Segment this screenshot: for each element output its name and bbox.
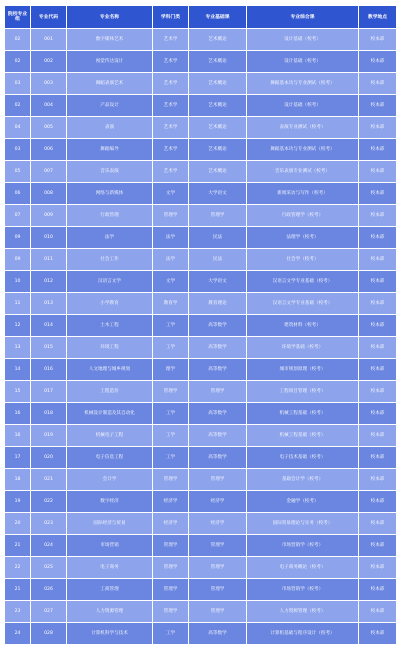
- cell-major-name: 舞蹈编导: [67, 139, 153, 161]
- table-row: [5, 161, 397, 183]
- cell-group-code: 10: [5, 271, 31, 293]
- cell-location: 校本部: [359, 183, 397, 205]
- cell-discipline: 经济学: [153, 513, 189, 535]
- cell-comprehensive-course: 机械工程基础（校考）: [247, 403, 359, 425]
- cell-location: 校本部: [359, 29, 397, 51]
- cell-group-code: 21: [5, 579, 31, 601]
- header-basic-course: 专业基础课: [189, 6, 247, 29]
- cell-group-code: 06: [5, 183, 31, 205]
- cell-comprehensive-course: 新闻采访与写作（校考）: [247, 183, 359, 205]
- cell-basic-course: 艺术概论: [189, 73, 247, 95]
- cell-major-name: 舞蹈表演艺术: [67, 73, 153, 95]
- cell-location: 校本部: [359, 337, 397, 359]
- cell-comprehensive-course: 工程项目管理（校考）: [247, 381, 359, 403]
- cell-discipline: 管理学: [153, 557, 189, 579]
- table-row: [5, 227, 397, 249]
- cell-group-code: 02: [5, 51, 31, 73]
- header-discipline: 学科门类: [153, 6, 189, 29]
- cell-comprehensive-course: 环境学基础（校考）: [247, 337, 359, 359]
- cell-major-code: 024: [31, 535, 67, 557]
- cell-major-code: 019: [31, 425, 67, 447]
- cell-major-name: 小学教育: [67, 293, 153, 315]
- cell-major-code: 026: [31, 579, 67, 601]
- cell-discipline: 管理学: [153, 469, 189, 491]
- cell-group-code: 14: [5, 359, 31, 381]
- cell-location: 校本部: [359, 535, 397, 557]
- cell-discipline: 艺术学: [153, 161, 189, 183]
- cell-group-code: 11: [5, 293, 31, 315]
- cell-major-code: 011: [31, 249, 67, 271]
- cell-group-code: 12: [5, 315, 31, 337]
- table-row: [5, 139, 397, 161]
- table-row: [5, 535, 397, 557]
- cell-comprehensive-course: 舞蹈基本功与专业测试（校考）: [247, 139, 359, 161]
- cell-basic-course: 管理学: [189, 381, 247, 403]
- cell-major-name: 机械电子工程: [67, 425, 153, 447]
- table-row: [5, 29, 397, 51]
- cell-major-name: 表演: [67, 117, 153, 139]
- cell-basic-course: 高等数学: [189, 425, 247, 447]
- cell-group-code: 17: [5, 447, 31, 469]
- cell-location: 校本部: [359, 139, 397, 161]
- cell-major-name: 数字经济: [67, 491, 153, 513]
- table-row: [5, 249, 397, 271]
- cell-comprehensive-course: 电子商务概论（校考）: [247, 557, 359, 579]
- table-row: [5, 425, 397, 447]
- cell-group-code: 02: [5, 29, 31, 51]
- cell-group-code: 13: [5, 337, 31, 359]
- cell-basic-course: 管理学: [189, 557, 247, 579]
- cell-basic-course: 大学语文: [189, 271, 247, 293]
- cell-major-name: 会计学: [67, 469, 153, 491]
- cell-major-name: 国际经济与贸易: [67, 513, 153, 535]
- table-row: [5, 623, 397, 645]
- cell-comprehensive-course: 设计基础（校考）: [247, 51, 359, 73]
- cell-basic-course: 管理学: [189, 579, 247, 601]
- cell-basic-course: 管理学: [189, 469, 247, 491]
- cell-discipline: 艺术学: [153, 51, 189, 73]
- cell-discipline: 艺术学: [153, 95, 189, 117]
- cell-location: 校本部: [359, 315, 397, 337]
- cell-group-code: 24: [5, 623, 31, 645]
- cell-major-code: 003: [31, 73, 67, 95]
- cell-location: 校本部: [359, 403, 397, 425]
- cell-major-code: 001: [31, 29, 67, 51]
- table-row: [5, 117, 397, 139]
- cell-major-code: 012: [31, 271, 67, 293]
- cell-major-code: 013: [31, 293, 67, 315]
- major-table: [4, 5, 397, 645]
- cell-basic-course: 艺术概论: [189, 51, 247, 73]
- header-location: 教学地点: [359, 6, 397, 29]
- cell-major-code: 002: [31, 51, 67, 73]
- cell-major-code: 014: [31, 315, 67, 337]
- cell-major-name: 电子商务: [67, 557, 153, 579]
- cell-location: 校本部: [359, 205, 397, 227]
- cell-discipline: 管理学: [153, 205, 189, 227]
- cell-major-name: 人文地理与城乡规划: [67, 359, 153, 381]
- cell-location: 校本部: [359, 601, 397, 623]
- cell-location: 校本部: [359, 447, 397, 469]
- header-major-code: 专业代码: [31, 6, 67, 29]
- cell-major-code: 008: [31, 183, 67, 205]
- cell-discipline: 管理学: [153, 579, 189, 601]
- cell-major-code: 021: [31, 469, 67, 491]
- cell-discipline: 艺术学: [153, 139, 189, 161]
- cell-discipline: 管理学: [153, 601, 189, 623]
- cell-location: 校本部: [359, 359, 397, 381]
- cell-basic-course: 管理学: [189, 205, 247, 227]
- cell-basic-course: 教育理论: [189, 293, 247, 315]
- cell-group-code: 09: [5, 227, 31, 249]
- cell-basic-course: 高等数学: [189, 447, 247, 469]
- cell-group-code: 07: [5, 205, 31, 227]
- cell-comprehensive-course: 建筑材料（校考）: [247, 315, 359, 337]
- cell-basic-course: 高等数学: [189, 315, 247, 337]
- cell-location: 校本部: [359, 557, 397, 579]
- cell-major-code: 006: [31, 139, 67, 161]
- cell-location: 校本部: [359, 161, 397, 183]
- cell-location: 校本部: [359, 95, 397, 117]
- cell-major-code: 027: [31, 601, 67, 623]
- cell-discipline: 艺术学: [153, 117, 189, 139]
- cell-location: 校本部: [359, 271, 397, 293]
- cell-comprehensive-course: 社会学（校考）: [247, 249, 359, 271]
- cell-major-name: 行政管理: [67, 205, 153, 227]
- cell-major-name: 电子信息工程: [67, 447, 153, 469]
- cell-location: 校本部: [359, 623, 397, 645]
- cell-discipline: 工学: [153, 447, 189, 469]
- cell-basic-course: 经济学: [189, 491, 247, 513]
- table-body: [5, 29, 397, 645]
- cell-major-code: 017: [31, 381, 67, 403]
- cell-comprehensive-course: 音乐表演专业测试（校考）: [247, 161, 359, 183]
- cell-comprehensive-course: 设计基础（校考）: [247, 29, 359, 51]
- cell-discipline: 工学: [153, 337, 189, 359]
- cell-group-code: 05: [5, 161, 31, 183]
- table-row: [5, 403, 397, 425]
- cell-major-name: 网络与新媒体: [67, 183, 153, 205]
- cell-major-code: 016: [31, 359, 67, 381]
- cell-comprehensive-course: 国际贸易理论与实务（校考）: [247, 513, 359, 535]
- cell-basic-course: 管理学: [189, 601, 247, 623]
- cell-major-name: 人力资源管理: [67, 601, 153, 623]
- cell-discipline: 管理学: [153, 381, 189, 403]
- cell-location: 校本部: [359, 73, 397, 95]
- cell-major-code: 025: [31, 557, 67, 579]
- cell-basic-course: 高等数学: [189, 337, 247, 359]
- cell-group-code: 03: [5, 139, 31, 161]
- cell-major-name: 工程造价: [67, 381, 153, 403]
- cell-group-code: 16: [5, 403, 31, 425]
- cell-group-code: 15: [5, 381, 31, 403]
- cell-major-code: 004: [31, 95, 67, 117]
- cell-discipline: 理学: [153, 359, 189, 381]
- cell-major-name: 法学: [67, 227, 153, 249]
- cell-basic-course: 艺术概论: [189, 161, 247, 183]
- cell-location: 校本部: [359, 293, 397, 315]
- cell-discipline: 文学: [153, 271, 189, 293]
- cell-group-code: 23: [5, 601, 31, 623]
- cell-group-code: 04: [5, 117, 31, 139]
- cell-discipline: 法学: [153, 249, 189, 271]
- table-row: [5, 95, 397, 117]
- major-table-container: [4, 5, 396, 645]
- cell-major-name: 视觉传达设计: [67, 51, 153, 73]
- cell-major-code: 005: [31, 117, 67, 139]
- cell-basic-course: 艺术概论: [189, 139, 247, 161]
- cell-discipline: 工学: [153, 425, 189, 447]
- table-row: [5, 579, 397, 601]
- cell-comprehensive-course: 基础会计学（校考）: [247, 469, 359, 491]
- cell-comprehensive-course: 计算机基础与程序设计（校考）: [247, 623, 359, 645]
- header-comprehensive-course: 专业综合课: [247, 6, 359, 29]
- cell-basic-course: 高等数学: [189, 623, 247, 645]
- table-row: [5, 271, 397, 293]
- cell-group-code: 03: [5, 73, 31, 95]
- cell-major-name: 产品设计: [67, 95, 153, 117]
- table-row: [5, 469, 397, 491]
- cell-comprehensive-course: 人力资源管理（校考）: [247, 601, 359, 623]
- cell-major-code: 007: [31, 161, 67, 183]
- cell-discipline: 工学: [153, 623, 189, 645]
- cell-major-code: 020: [31, 447, 67, 469]
- cell-location: 校本部: [359, 227, 397, 249]
- table-row: [5, 205, 397, 227]
- cell-comprehensive-course: 电子技术基础（校考）: [247, 447, 359, 469]
- cell-major-code: 015: [31, 337, 67, 359]
- cell-discipline: 文学: [153, 183, 189, 205]
- cell-comprehensive-course: 汉语言文学专业基础（校考）: [247, 271, 359, 293]
- cell-basic-course: 管理学: [189, 535, 247, 557]
- table-row: [5, 337, 397, 359]
- cell-major-code: 009: [31, 205, 67, 227]
- cell-discipline: 管理学: [153, 535, 189, 557]
- cell-location: 校本部: [359, 469, 397, 491]
- cell-major-code: 028: [31, 623, 67, 645]
- cell-discipline: 教育学: [153, 293, 189, 315]
- cell-major-name: 工商管理: [67, 579, 153, 601]
- cell-major-code: 023: [31, 513, 67, 535]
- cell-comprehensive-course: 市场营销学（校考）: [247, 579, 359, 601]
- cell-comprehensive-course: 金融学（校考）: [247, 491, 359, 513]
- cell-discipline: 法学: [153, 227, 189, 249]
- cell-discipline: 工学: [153, 403, 189, 425]
- header-major-name: 专业名称: [67, 6, 153, 29]
- cell-discipline: 工学: [153, 315, 189, 337]
- cell-basic-course: 艺术概论: [189, 95, 247, 117]
- cell-major-name: 音乐表演: [67, 161, 153, 183]
- cell-basic-course: 民法: [189, 249, 247, 271]
- table-row: [5, 601, 397, 623]
- cell-comprehensive-course: 设计基础（校考）: [247, 95, 359, 117]
- cell-comprehensive-course: 机械工程基础（校考）: [247, 425, 359, 447]
- cell-location: 校本部: [359, 117, 397, 139]
- cell-group-code: 22: [5, 557, 31, 579]
- table-row: [5, 73, 397, 95]
- table-row: [5, 359, 397, 381]
- cell-major-name: 机械设计制造及其自动化: [67, 403, 153, 425]
- cell-comprehensive-course: 舞蹈基本功与专业测试（校考）: [247, 73, 359, 95]
- cell-comprehensive-course: 汉语言文学专业基础（校考）: [247, 293, 359, 315]
- cell-group-code: 09: [5, 249, 31, 271]
- cell-group-code: 02: [5, 95, 31, 117]
- cell-discipline: 经济学: [153, 491, 189, 513]
- cell-major-name: 社会工作: [67, 249, 153, 271]
- table-row: [5, 557, 397, 579]
- cell-group-code: 20: [5, 513, 31, 535]
- cell-basic-course: 大学语文: [189, 183, 247, 205]
- cell-basic-course: 经济学: [189, 513, 247, 535]
- cell-basic-course: 艺术概论: [189, 117, 247, 139]
- cell-group-code: 18: [5, 469, 31, 491]
- cell-basic-course: 高等数学: [189, 403, 247, 425]
- table-row: [5, 51, 397, 73]
- cell-basic-course: 民法: [189, 227, 247, 249]
- table-row: [5, 491, 397, 513]
- cell-basic-course: 高等数学: [189, 359, 247, 381]
- cell-location: 校本部: [359, 513, 397, 535]
- cell-location: 校本部: [359, 491, 397, 513]
- table-row: [5, 381, 397, 403]
- cell-location: 校本部: [359, 51, 397, 73]
- cell-location: 校本部: [359, 249, 397, 271]
- table-row: [5, 447, 397, 469]
- cell-location: 校本部: [359, 381, 397, 403]
- cell-discipline: 艺术学: [153, 29, 189, 51]
- cell-major-name: 市场营销: [67, 535, 153, 557]
- cell-major-name: 数字媒体艺术: [67, 29, 153, 51]
- cell-basic-course: 艺术概论: [189, 29, 247, 51]
- cell-major-code: 018: [31, 403, 67, 425]
- cell-major-code: 022: [31, 491, 67, 513]
- cell-group-code: 21: [5, 535, 31, 557]
- header-group-code: 院校专业组: [5, 6, 31, 29]
- cell-comprehensive-course: 城市规划原理（校考）: [247, 359, 359, 381]
- cell-major-name: 汉语言文学: [67, 271, 153, 293]
- cell-group-code: 19: [5, 491, 31, 513]
- table-row: [5, 183, 397, 205]
- cell-major-code: 010: [31, 227, 67, 249]
- table-header-row: [5, 6, 397, 29]
- cell-group-code: 16: [5, 425, 31, 447]
- cell-major-name: 环境工程: [67, 337, 153, 359]
- table-row: [5, 293, 397, 315]
- cell-comprehensive-course: 法理学（校考）: [247, 227, 359, 249]
- cell-location: 校本部: [359, 579, 397, 601]
- cell-location: 校本部: [359, 425, 397, 447]
- table-row: [5, 315, 397, 337]
- cell-comprehensive-course: 市场营销学（校考）: [247, 535, 359, 557]
- cell-comprehensive-course: 表演专业测试（校考）: [247, 117, 359, 139]
- cell-comprehensive-course: 行政管理学（校考）: [247, 205, 359, 227]
- cell-discipline: 艺术学: [153, 73, 189, 95]
- cell-major-name: 土木工程: [67, 315, 153, 337]
- table-row: [5, 513, 397, 535]
- cell-major-name: 计算机科学与技术: [67, 623, 153, 645]
